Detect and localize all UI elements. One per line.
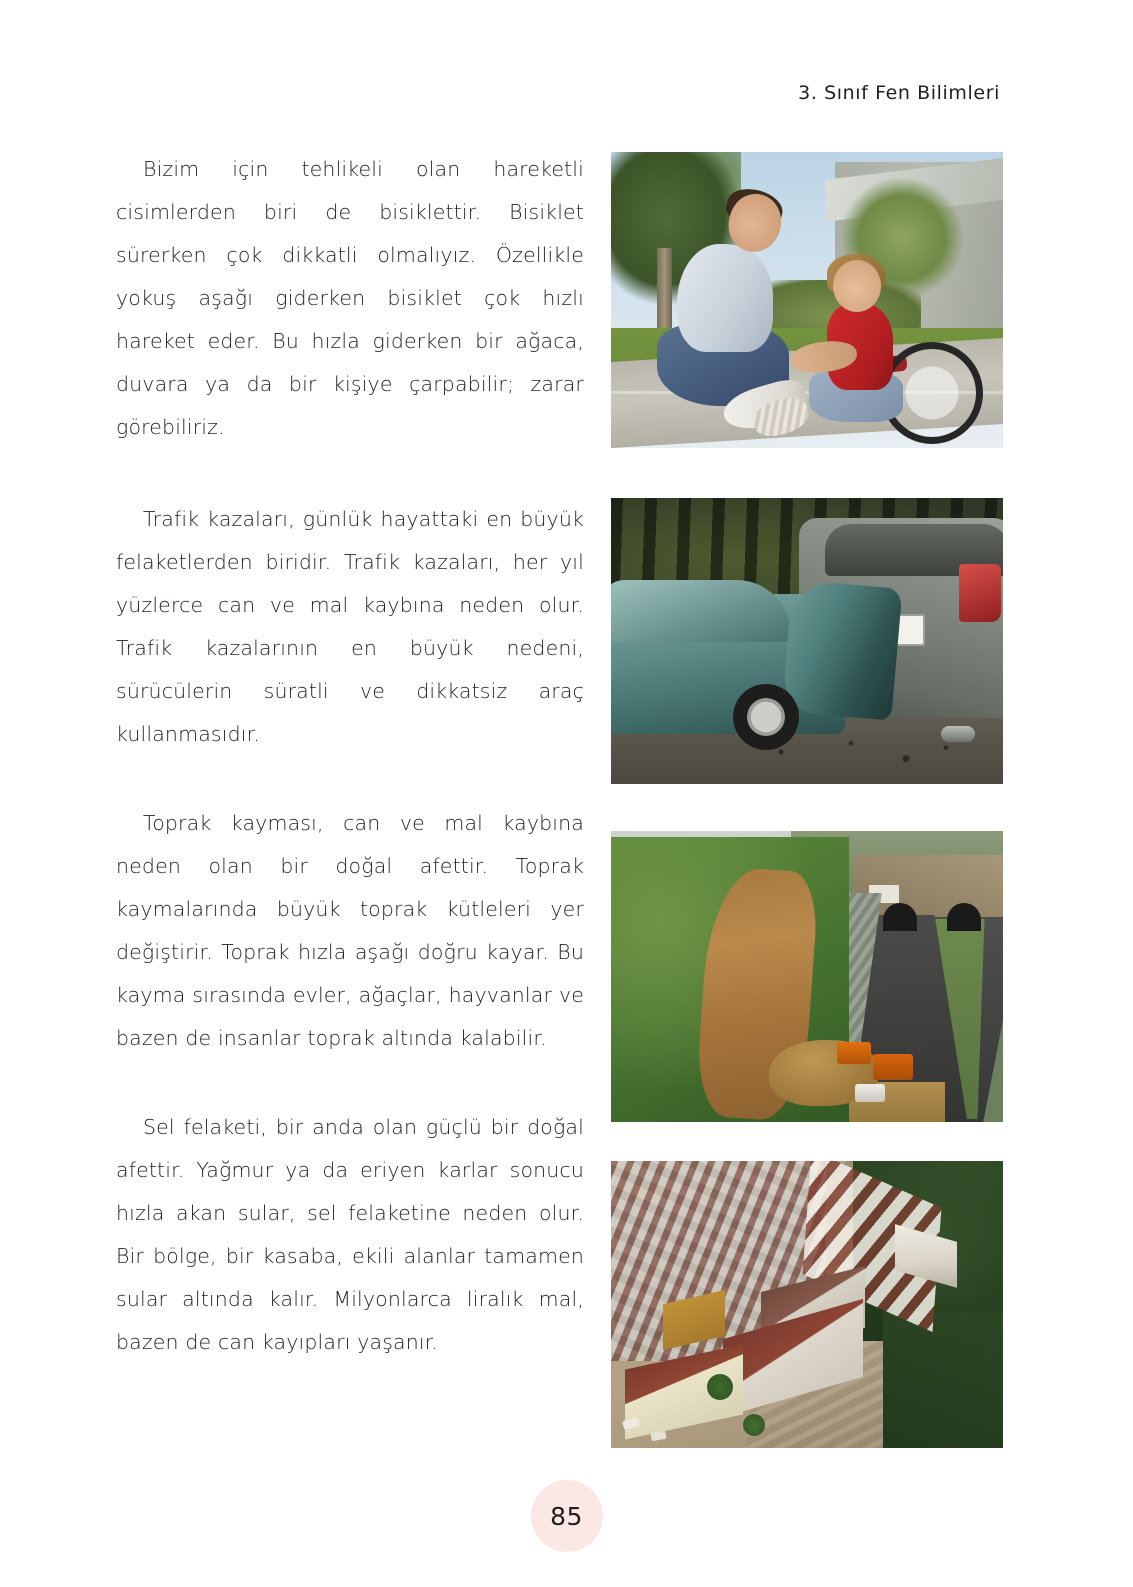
excavator-orange [837, 1042, 871, 1064]
paragraph-bisiklet: Bizim için tehlikeli olan hareketli cisimlerden biri de bisiklettir. Bisiklet sürerken çok dikkatli olmalıyız. Özellikle yokuş aşağı giderken bisiklet çok hızlı hareket eder. Bu hızla giderken bir ağaca, duvara ya da bir kişiye çarpabilir; zarar görebiliriz. [116, 157, 584, 439]
lower-forest [883, 1311, 1003, 1448]
adult-shirt [677, 244, 773, 352]
page-content [116, 148, 1003, 1448]
figure-bisiklet-kazasi [611, 152, 1003, 448]
landslide-illustration [611, 831, 1003, 1122]
green-car-crumpled-front [781, 579, 902, 720]
bicycle-scene-illustration [611, 152, 1003, 448]
loader-white [855, 1084, 885, 1102]
figure-sel-felaketi [611, 1161, 1003, 1448]
child-head [833, 260, 881, 312]
dump-truck-orange [873, 1054, 913, 1080]
green-car-windshield [611, 580, 791, 642]
tunnel-portal-left [883, 903, 917, 931]
tree-cluster-a [707, 1374, 733, 1400]
car-crash-illustration [611, 498, 1003, 784]
green-car-wheel [733, 684, 799, 750]
paragraph-sel-felaketi: Sel felaketi, bir anda olan güçlü bir doğal afettir. Yağmur ya da eriyen karlar sonucu hızla akan sular, sel felaketine neden olur. Bir bölge, bir kasaba, ekili alanlar tamamen sular altında kalır. Milyonlarca liralık mal, bazen de can kayıpları yaşanır. [116, 1115, 584, 1354]
flood-illustration [611, 1161, 1003, 1448]
text-column [116, 148, 584, 1364]
running-header: 3. Sınıf Fen Bilimleri [798, 82, 1000, 104]
tunnel-portal-right [947, 903, 981, 931]
tree-cluster-b [743, 1414, 765, 1436]
paragraph-trafik-kazalari: Trafik kazaları, günlük hayattaki en büyük felaketlerden biridir. Trafik kazaları, her yıl yüzlerce can ve mal kaybına neden olur. Trafik kazalarının en büyük nedeni, sürücülerin süratli ve dikkatsiz araç kullanmasıdır. [116, 507, 584, 746]
figure-toprak-kaymasi [611, 831, 1003, 1122]
page-number: 85 [531, 1480, 603, 1552]
silver-car-taillight [959, 564, 1001, 622]
paragraph-toprak-kaymasi: Toprak kayması, can ve mal kaybına neden olan bir doğal afettir. Toprak kaymalarında büyük toprak kütleleri yer değiştirir. Toprak hızla aşağı doğru kayar. Bu kayma sırasında evler, ağaçlar, hayvanlar ve bazen de insanlar toprak altında kalabilir. [116, 811, 584, 1050]
figure-column [611, 148, 1003, 1448]
exhaust-pipe [941, 726, 975, 742]
figure-trafik-kazasi [611, 498, 1003, 784]
